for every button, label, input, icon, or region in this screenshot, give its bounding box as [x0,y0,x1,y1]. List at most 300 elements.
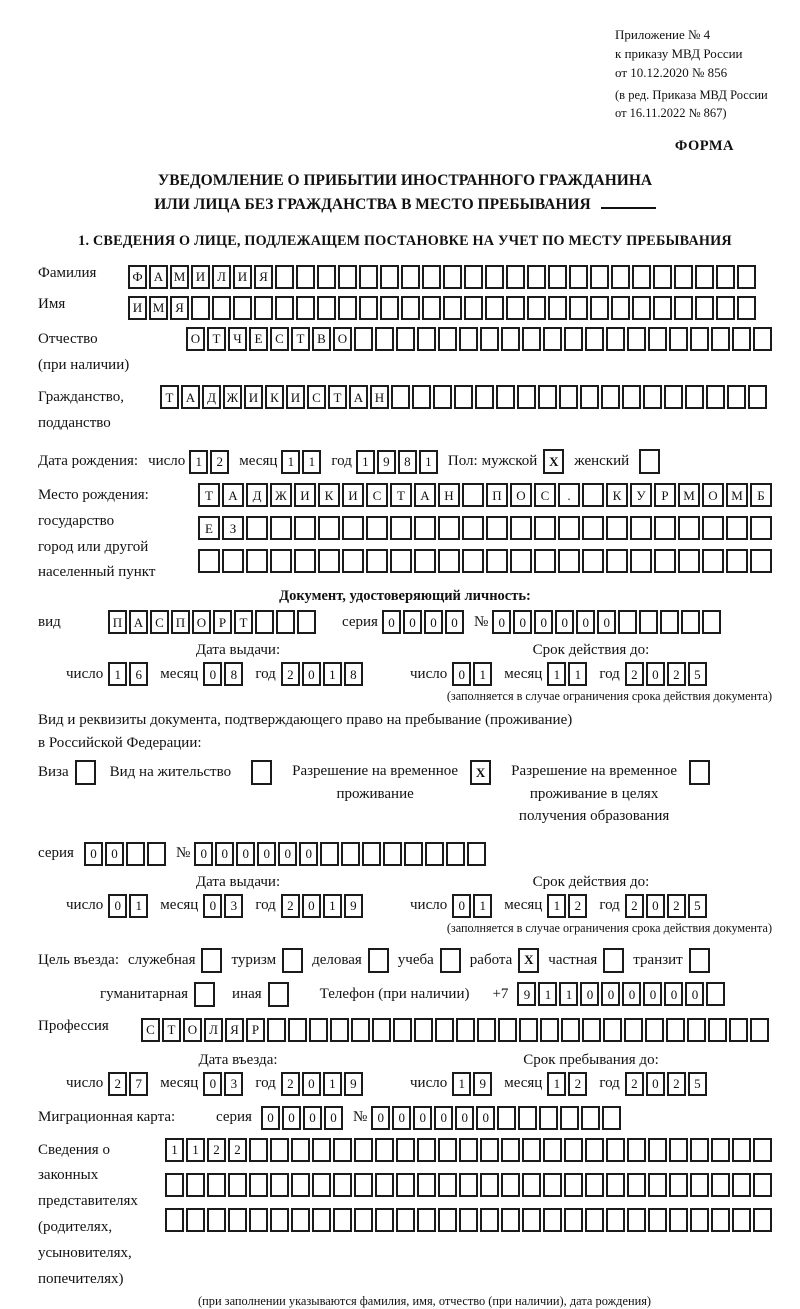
char-cell[interactable]: О [192,610,211,634]
char-cell[interactable] [564,327,583,351]
char-cell[interactable] [270,549,292,573]
birth-place-cells-row-3[interactable] [198,549,772,573]
char-cell[interactable]: 1 [473,662,492,686]
char-cell[interactable]: 1 [559,982,578,1006]
char-cell[interactable] [294,516,316,540]
char-cell[interactable]: 0 [597,610,616,634]
char-cell[interactable]: М [726,483,748,507]
char-cell[interactable] [695,296,714,320]
char-cell[interactable] [527,296,546,320]
char-cell[interactable] [375,1138,394,1162]
char-cell[interactable] [480,1138,499,1162]
char-cell[interactable] [393,1018,412,1042]
char-cell[interactable] [267,1018,286,1042]
char-cell[interactable] [459,327,478,351]
char-cell[interactable] [753,1173,772,1197]
char-cell[interactable]: И [342,483,364,507]
char-cell[interactable] [249,1138,268,1162]
surname-cells[interactable] [128,265,756,289]
char-cell[interactable]: 1 [547,1072,566,1096]
char-cell[interactable] [737,296,756,320]
char-cell[interactable]: У [630,483,652,507]
char-cell[interactable] [246,516,268,540]
char-cell[interactable]: О [183,1018,202,1042]
char-cell[interactable] [497,1106,516,1130]
char-cell[interactable]: 1 [323,1072,342,1096]
char-cell[interactable] [748,385,767,409]
char-cell[interactable] [711,327,730,351]
char-cell[interactable]: 0 [302,894,321,918]
char-cell[interactable]: А [349,385,368,409]
char-cell[interactable]: 1 [419,450,438,474]
char-cell[interactable] [585,1173,604,1197]
char-cell[interactable]: 0 [452,662,471,686]
char-cell[interactable]: 9 [473,1072,492,1096]
char-cell[interactable] [510,516,532,540]
char-cell[interactable]: Ч [228,327,247,351]
permit-series-cells[interactable] [84,842,166,866]
char-cell[interactable]: 2 [625,662,644,686]
char-cell[interactable] [486,549,508,573]
char-cell[interactable] [228,1173,247,1197]
char-cell[interactable] [501,1138,520,1162]
char-cell[interactable] [585,1208,604,1232]
char-cell[interactable] [558,549,580,573]
char-cell[interactable]: 0 [646,662,665,686]
char-cell[interactable] [561,1018,580,1042]
char-cell[interactable] [669,327,688,351]
char-cell[interactable] [601,385,620,409]
char-cell[interactable] [560,1106,579,1130]
char-cell[interactable] [622,385,641,409]
char-cell[interactable] [422,265,441,289]
char-cell[interactable] [506,265,525,289]
char-cell[interactable] [270,516,292,540]
char-cell[interactable] [732,1208,751,1232]
char-cell[interactable]: Р [654,483,676,507]
profession-cells[interactable] [141,1018,769,1042]
char-cell[interactable] [726,549,748,573]
char-cell[interactable]: О [510,483,532,507]
char-cell[interactable]: Т [390,483,412,507]
char-cell[interactable] [401,296,420,320]
char-cell[interactable] [417,1138,436,1162]
char-cell[interactable] [375,1208,394,1232]
char-cell[interactable] [711,1173,730,1197]
char-cell[interactable] [543,327,562,351]
char-cell[interactable] [585,1138,604,1162]
char-cell[interactable]: А [149,265,168,289]
purpose-transit-checkbox[interactable] [689,948,710,973]
char-cell[interactable] [207,1173,226,1197]
char-cell[interactable] [558,516,580,540]
char-cell[interactable]: 0 [392,1106,411,1130]
char-cell[interactable] [534,549,556,573]
char-cell[interactable] [333,1138,352,1162]
purpose-other-checkbox[interactable] [268,982,289,1007]
char-cell[interactable] [317,265,336,289]
char-cell[interactable]: С [150,610,169,634]
char-cell[interactable] [443,296,462,320]
char-cell[interactable]: 0 [203,1072,222,1096]
char-cell[interactable]: 1 [129,894,148,918]
char-cell[interactable]: 8 [398,450,417,474]
char-cell[interactable]: Б [750,483,772,507]
char-cell[interactable]: 1 [356,450,375,474]
char-cell[interactable] [291,1138,310,1162]
char-cell[interactable]: Л [204,1018,223,1042]
char-cell[interactable] [501,1173,520,1197]
char-cell[interactable] [585,327,604,351]
char-cell[interactable] [459,1173,478,1197]
char-cell[interactable]: Н [370,385,389,409]
char-cell[interactable] [212,296,231,320]
char-cell[interactable]: 1 [165,1138,184,1162]
char-cell[interactable] [383,842,402,866]
name-cells[interactable] [128,296,756,320]
legal-reps-cells-row-2[interactable] [165,1173,772,1197]
char-cell[interactable] [630,549,652,573]
char-cell[interactable]: 0 [203,894,222,918]
birth-place-cells-row-1[interactable] [198,483,772,507]
char-cell[interactable] [624,1018,643,1042]
char-cell[interactable] [270,1208,289,1232]
char-cell[interactable]: 2 [108,1072,127,1096]
char-cell[interactable] [294,549,316,573]
char-cell[interactable] [275,265,294,289]
char-cell[interactable]: 0 [371,1106,390,1130]
identity-issue-year-cells[interactable] [281,662,363,686]
char-cell[interactable]: 5 [688,1072,707,1096]
char-cell[interactable] [435,1018,454,1042]
purpose-tourism-checkbox[interactable] [282,948,303,973]
char-cell[interactable] [391,385,410,409]
char-cell[interactable]: П [486,483,508,507]
char-cell[interactable]: И [128,296,147,320]
char-cell[interactable] [422,296,441,320]
char-cell[interactable]: С [534,483,556,507]
char-cell[interactable] [690,1173,709,1197]
char-cell[interactable]: Я [225,1018,244,1042]
birth-year-cells[interactable] [356,450,438,474]
char-cell[interactable]: А [129,610,148,634]
char-cell[interactable] [396,327,415,351]
char-cell[interactable]: 0 [513,610,532,634]
char-cell[interactable] [480,1208,499,1232]
char-cell[interactable] [362,842,381,866]
char-cell[interactable] [454,385,473,409]
char-cell[interactable] [375,327,394,351]
char-cell[interactable] [462,516,484,540]
char-cell[interactable]: О [333,327,352,351]
char-cell[interactable]: 0 [664,982,683,1006]
char-cell[interactable]: 2 [281,662,300,686]
purpose-study-checkbox[interactable] [440,948,461,973]
char-cell[interactable] [606,1208,625,1232]
char-cell[interactable]: Р [213,610,232,634]
char-cell[interactable] [681,610,700,634]
char-cell[interactable] [359,265,378,289]
char-cell[interactable] [291,1208,310,1232]
char-cell[interactable] [519,1018,538,1042]
char-cell[interactable] [653,265,672,289]
char-cell[interactable]: . [558,483,580,507]
identity-issue-month-cells[interactable] [203,662,243,686]
char-cell[interactable] [702,516,724,540]
char-cell[interactable] [645,1018,664,1042]
char-cell[interactable] [425,842,444,866]
option-residence-permit-checkbox[interactable] [251,760,272,785]
char-cell[interactable] [648,1138,667,1162]
char-cell[interactable]: 9 [517,982,536,1006]
identity-number-cells[interactable] [492,610,721,634]
char-cell[interactable] [632,296,651,320]
char-cell[interactable]: 0 [203,662,222,686]
char-cell[interactable]: 0 [105,842,124,866]
char-cell[interactable] [354,1173,373,1197]
char-cell[interactable] [380,296,399,320]
identity-issue-day-cells[interactable] [108,662,148,686]
char-cell[interactable] [750,1018,769,1042]
char-cell[interactable] [522,327,541,351]
char-cell[interactable]: 1 [108,662,127,686]
char-cell[interactable]: Р [246,1018,265,1042]
char-cell[interactable] [643,385,662,409]
char-cell[interactable]: 1 [302,450,321,474]
char-cell[interactable] [564,1208,583,1232]
char-cell[interactable] [603,1018,622,1042]
char-cell[interactable] [354,1138,373,1162]
char-cell[interactable] [660,610,679,634]
purpose-humanitarian-checkbox[interactable] [194,982,215,1007]
char-cell[interactable] [438,549,460,573]
permit-issue-year-cells[interactable] [281,894,363,918]
permit-number-cells[interactable] [194,842,486,866]
char-cell[interactable] [750,516,772,540]
char-cell[interactable] [464,265,483,289]
char-cell[interactable]: 0 [424,610,443,634]
char-cell[interactable] [462,483,484,507]
char-cell[interactable]: 0 [236,842,255,866]
char-cell[interactable] [341,842,360,866]
char-cell[interactable] [318,516,340,540]
char-cell[interactable]: К [606,483,628,507]
char-cell[interactable] [618,610,637,634]
char-cell[interactable] [590,296,609,320]
char-cell[interactable]: 1 [186,1138,205,1162]
char-cell[interactable] [396,1208,415,1232]
char-cell[interactable] [333,1208,352,1232]
char-cell[interactable]: 2 [207,1138,226,1162]
char-cell[interactable] [654,516,676,540]
char-cell[interactable] [485,265,504,289]
char-cell[interactable] [222,549,244,573]
char-cell[interactable] [270,1138,289,1162]
char-cell[interactable] [309,1018,328,1042]
char-cell[interactable]: 0 [534,610,553,634]
char-cell[interactable] [627,1138,646,1162]
char-cell[interactable] [354,327,373,351]
char-cell[interactable] [312,1138,331,1162]
char-cell[interactable]: Ж [270,483,292,507]
char-cell[interactable]: 0 [194,842,213,866]
char-cell[interactable]: Т [291,327,310,351]
char-cell[interactable] [702,610,721,634]
char-cell[interactable]: 0 [403,610,422,634]
char-cell[interactable] [270,1173,289,1197]
char-cell[interactable]: 1 [538,982,557,1006]
char-cell[interactable] [582,549,604,573]
char-cell[interactable] [477,1018,496,1042]
char-cell[interactable]: Д [202,385,221,409]
char-cell[interactable]: Е [198,516,220,540]
char-cell[interactable]: 3 [224,1072,243,1096]
char-cell[interactable]: 0 [303,1106,322,1130]
char-cell[interactable] [467,842,486,866]
gender-male-checkbox[interactable]: X [543,449,564,474]
char-cell[interactable]: П [171,610,190,634]
char-cell[interactable] [582,516,604,540]
char-cell[interactable] [414,1018,433,1042]
char-cell[interactable] [342,516,364,540]
char-cell[interactable] [522,1138,541,1162]
char-cell[interactable] [708,1018,727,1042]
char-cell[interactable] [695,265,714,289]
char-cell[interactable] [669,1173,688,1197]
char-cell[interactable] [564,1138,583,1162]
migration-number-cells[interactable] [371,1106,621,1130]
stay-until-month-cells[interactable] [547,1072,587,1096]
char-cell[interactable]: 2 [568,894,587,918]
char-cell[interactable]: 0 [302,662,321,686]
char-cell[interactable]: 5 [688,662,707,686]
char-cell[interactable] [711,1138,730,1162]
char-cell[interactable] [342,549,364,573]
char-cell[interactable]: 0 [302,1072,321,1096]
char-cell[interactable] [414,516,436,540]
char-cell[interactable] [669,1208,688,1232]
identity-kind-cells[interactable] [108,610,316,634]
char-cell[interactable]: И [286,385,305,409]
char-cell[interactable] [543,1173,562,1197]
char-cell[interactable] [753,1208,772,1232]
char-cell[interactable] [674,265,693,289]
char-cell[interactable] [390,549,412,573]
stay-until-year-cells[interactable] [625,1072,707,1096]
char-cell[interactable] [249,1173,268,1197]
char-cell[interactable]: 0 [576,610,595,634]
char-cell[interactable] [666,1018,685,1042]
char-cell[interactable] [750,549,772,573]
char-cell[interactable] [312,1208,331,1232]
char-cell[interactable] [590,265,609,289]
stay-until-day-cells[interactable] [452,1072,492,1096]
char-cell[interactable]: К [318,483,340,507]
char-cell[interactable] [486,516,508,540]
char-cell[interactable] [678,549,700,573]
birth-day-cells[interactable] [189,450,229,474]
char-cell[interactable] [496,385,515,409]
char-cell[interactable]: С [270,327,289,351]
purpose-business-checkbox[interactable] [368,948,389,973]
char-cell[interactable]: 0 [282,1106,301,1130]
char-cell[interactable]: М [678,483,700,507]
option-temp-permit-checkbox[interactable]: X [470,760,491,785]
char-cell[interactable] [330,1018,349,1042]
entry-date-day-cells[interactable] [108,1072,148,1096]
identity-series-cells[interactable] [382,610,464,634]
char-cell[interactable]: Д [246,483,268,507]
char-cell[interactable] [233,296,252,320]
char-cell[interactable]: Л [212,265,231,289]
char-cell[interactable]: 0 [492,610,511,634]
char-cell[interactable] [685,385,704,409]
option-visa-checkbox[interactable] [75,760,96,785]
char-cell[interactable] [732,1138,751,1162]
identity-expiry-month-cells[interactable] [547,662,587,686]
char-cell[interactable] [548,265,567,289]
char-cell[interactable] [147,842,166,866]
char-cell[interactable] [716,296,735,320]
char-cell[interactable]: 0 [299,842,318,866]
char-cell[interactable] [501,1208,520,1232]
char-cell[interactable] [540,1018,559,1042]
char-cell[interactable] [276,610,295,634]
char-cell[interactable]: 1 [547,662,566,686]
char-cell[interactable] [627,327,646,351]
char-cell[interactable] [606,1173,625,1197]
permit-expiry-month-cells[interactable] [547,894,587,918]
char-cell[interactable] [690,327,709,351]
char-cell[interactable] [729,1018,748,1042]
char-cell[interactable]: 0 [455,1106,474,1130]
char-cell[interactable] [475,385,494,409]
char-cell[interactable] [228,1208,247,1232]
char-cell[interactable] [639,610,658,634]
char-cell[interactable] [443,265,462,289]
char-cell[interactable]: 1 [281,450,300,474]
char-cell[interactable] [338,265,357,289]
char-cell[interactable]: 0 [555,610,574,634]
char-cell[interactable] [706,982,725,1006]
char-cell[interactable] [254,296,273,320]
char-cell[interactable] [706,385,725,409]
char-cell[interactable]: Ф [128,265,147,289]
char-cell[interactable] [653,296,672,320]
char-cell[interactable]: А [414,483,436,507]
char-cell[interactable] [462,549,484,573]
purpose-work-checkbox[interactable]: X [518,948,539,973]
char-cell[interactable] [522,1208,541,1232]
char-cell[interactable] [126,842,145,866]
char-cell[interactable] [317,296,336,320]
char-cell[interactable] [702,549,724,573]
char-cell[interactable]: Т [234,610,253,634]
char-cell[interactable]: 0 [278,842,297,866]
char-cell[interactable]: 0 [261,1106,280,1130]
char-cell[interactable]: 1 [452,1072,471,1096]
char-cell[interactable] [296,296,315,320]
char-cell[interactable] [255,610,274,634]
char-cell[interactable] [678,516,700,540]
char-cell[interactable]: 2 [568,1072,587,1096]
char-cell[interactable] [433,385,452,409]
char-cell[interactable] [543,1208,562,1232]
char-cell[interactable] [582,483,604,507]
option-temp-permit-education-checkbox[interactable] [689,760,710,785]
permit-expiry-year-cells[interactable] [625,894,707,918]
char-cell[interactable]: 5 [688,894,707,918]
